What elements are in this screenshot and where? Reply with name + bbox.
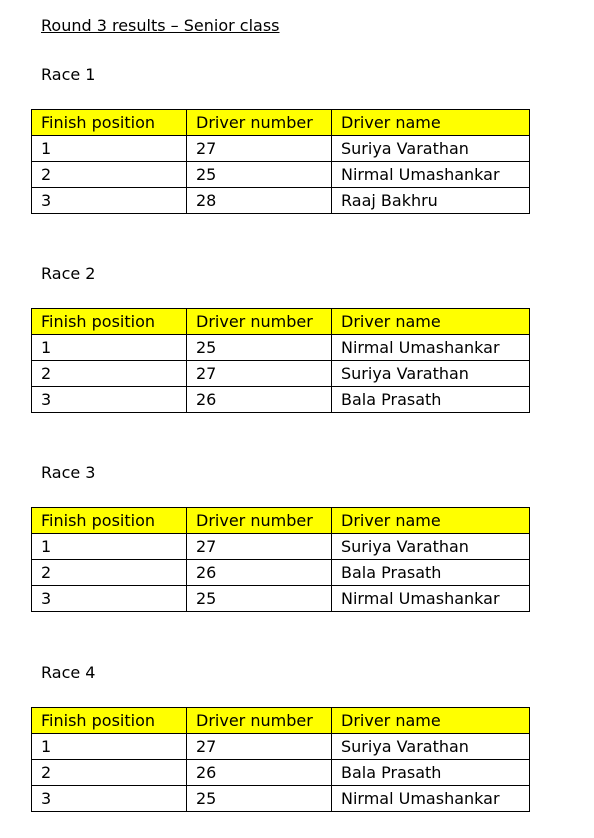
- finish-position-cell: 1: [32, 136, 187, 162]
- table-row: [32, 387, 530, 413]
- page-title: Round 3 results – Senior class: [41, 16, 280, 35]
- driver-number-cell: 27: [187, 734, 332, 760]
- driver-number-cell: 27: [187, 136, 332, 162]
- table-header-row: [32, 708, 530, 734]
- column-header-finish-position: Finish position: [32, 508, 187, 534]
- column-header-finish-position: Finish position: [32, 110, 187, 136]
- driver-name-cell: Suriya Varathan: [332, 534, 530, 560]
- driver-number-cell: 26: [187, 760, 332, 786]
- finish-position-cell: 1: [32, 734, 187, 760]
- driver-number-cell: 26: [187, 387, 332, 413]
- race-4-heading: Race 4: [41, 663, 96, 682]
- finish-position-cell: 3: [32, 786, 187, 812]
- column-header-driver-name: Driver name: [332, 110, 530, 136]
- column-header-driver-number: Driver number: [187, 508, 332, 534]
- driver-number-cell: 26: [187, 560, 332, 586]
- column-header-driver-name: Driver name: [332, 708, 530, 734]
- column-header-driver-name: Driver name: [332, 508, 530, 534]
- race-1-heading: Race 1: [41, 65, 96, 84]
- driver-name-cell: Suriya Varathan: [332, 734, 530, 760]
- driver-number-cell: 25: [187, 786, 332, 812]
- column-header-driver-number: Driver number: [187, 708, 332, 734]
- finish-position-cell: 2: [32, 560, 187, 586]
- race-2-heading: Race 2: [41, 264, 96, 283]
- finish-position-cell: 2: [32, 361, 187, 387]
- driver-name-cell: Suriya Varathan: [332, 361, 530, 387]
- driver-name-cell: Nirmal Umashankar: [332, 586, 530, 612]
- driver-name-cell: Nirmal Umashankar: [332, 162, 530, 188]
- finish-position-cell: 3: [32, 586, 187, 612]
- finish-position-cell: 2: [32, 162, 187, 188]
- finish-position-cell: 3: [32, 387, 187, 413]
- column-header-finish-position: Finish position: [32, 708, 187, 734]
- finish-position-cell: 1: [32, 534, 187, 560]
- finish-position-cell: 2: [32, 760, 187, 786]
- column-header-driver-name: Driver name: [332, 309, 530, 335]
- table-row: [32, 786, 530, 812]
- table-row: [32, 734, 530, 760]
- race-3-heading: Race 3: [41, 463, 96, 482]
- table-row: [32, 586, 530, 612]
- race-3-results-table: [31, 507, 530, 612]
- driver-name-cell: Nirmal Umashankar: [332, 786, 530, 812]
- column-header-finish-position: Finish position: [32, 309, 187, 335]
- driver-name-cell: Bala Prasath: [332, 387, 530, 413]
- race-4-results-table: [31, 707, 530, 812]
- driver-name-cell: Raaj Bakhru: [332, 188, 530, 214]
- table-row: [32, 188, 530, 214]
- column-header-driver-number: Driver number: [187, 309, 332, 335]
- driver-number-cell: 25: [187, 162, 332, 188]
- table-row: [32, 760, 530, 786]
- race-1-results-table: [31, 109, 530, 214]
- table-header-row: [32, 110, 530, 136]
- finish-position-cell: 1: [32, 335, 187, 361]
- driver-number-cell: 25: [187, 586, 332, 612]
- driver-name-cell: Suriya Varathan: [332, 136, 530, 162]
- driver-name-cell: Bala Prasath: [332, 760, 530, 786]
- table-header-row: [32, 508, 530, 534]
- column-header-driver-number: Driver number: [187, 110, 332, 136]
- table-row: [32, 534, 530, 560]
- table-row: [32, 361, 530, 387]
- table-row: [32, 335, 530, 361]
- driver-number-cell: 27: [187, 534, 332, 560]
- driver-number-cell: 25: [187, 335, 332, 361]
- driver-name-cell: Nirmal Umashankar: [332, 335, 530, 361]
- table-row: [32, 162, 530, 188]
- table-row: [32, 136, 530, 162]
- finish-position-cell: 3: [32, 188, 187, 214]
- race-2-results-table: [31, 308, 530, 413]
- driver-name-cell: Bala Prasath: [332, 560, 530, 586]
- table-header-row: [32, 309, 530, 335]
- table-row: [32, 560, 530, 586]
- driver-number-cell: 27: [187, 361, 332, 387]
- driver-number-cell: 28: [187, 188, 332, 214]
